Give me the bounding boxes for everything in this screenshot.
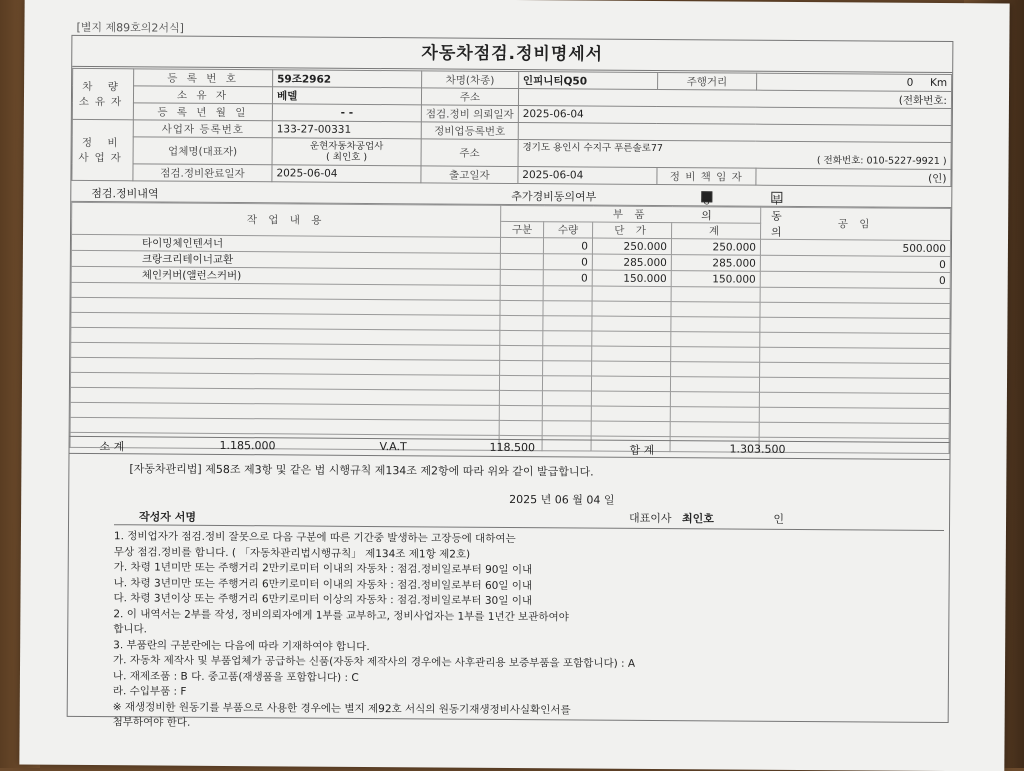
- empty-cell: [542, 391, 591, 406]
- col-work: 작 업 내 용: [72, 202, 501, 237]
- law-statement: [자동차관리법] 제58조 제3항 및 같은 법 시행규칙 제134조 제2항에 따라 위와 같이 발급합니다.: [129, 462, 594, 479]
- total-label: 합 계: [629, 443, 655, 457]
- empty-cell: [542, 376, 591, 391]
- empty-cell: [671, 317, 760, 333]
- empty-cell: [543, 286, 592, 301]
- complete-date-label: 점검.정비완료일자: [133, 164, 272, 182]
- empty-cell: [759, 422, 949, 438]
- note-line: 2. 이 내역서는 2부를 작성, 정비의뢰자에게 1부를 교부하고, 정비사업자는 1부를 1년간 보관하여야: [113, 607, 569, 623]
- empty-cell: [499, 375, 542, 390]
- reg-no-label: 등 록 번 호: [134, 69, 273, 87]
- row-qty: 0: [543, 238, 592, 254]
- empty-cell: [759, 377, 949, 393]
- details-label: 점검.정비내역: [91, 187, 159, 201]
- out-date-value: 2025-06-04: [518, 167, 657, 185]
- empty-cell: [671, 302, 760, 318]
- vat-value: 118.500: [489, 440, 536, 455]
- note-line: 1. 정비업자가 점검.정비 잘못으로 다음 구분에 따른 기간중 발생하는 고장등에 대하여는: [113, 530, 516, 546]
- issue-date: 2025 년 06 월 04 일: [509, 492, 615, 507]
- note-line: 나. 차령 3년미만 또는 주행거리 6만키로미터 이내의 자동차 : 점검.정비일로부터 60일 이내: [113, 576, 533, 592]
- form-frame: [67, 35, 954, 729]
- model-label: 차명(차종): [422, 71, 519, 89]
- col-labor: 공 임: [761, 207, 951, 240]
- empty-cell: [759, 407, 949, 423]
- empty-cell: [592, 346, 671, 362]
- biz-no-value: 133-27-00331: [272, 121, 421, 139]
- empty-cell: [671, 332, 760, 348]
- request-date-value: 2025-06-04: [518, 106, 951, 126]
- empty-cell: [760, 332, 950, 348]
- representative: [629, 510, 784, 527]
- owner-address-label: 주소: [421, 88, 518, 106]
- shop-name-label: 업체명(대표자): [133, 137, 272, 165]
- empty-cell: [760, 287, 950, 303]
- empty-cell: [591, 391, 670, 407]
- shop-group-label: 정 비 사업자: [72, 119, 133, 180]
- empty-cell: [499, 420, 542, 435]
- notes: [113, 524, 944, 736]
- col-type: 구분: [501, 221, 544, 237]
- empty-cell: [671, 362, 760, 378]
- owner-group-label: 차 량 소유자: [72, 68, 133, 119]
- empty-cell: [760, 362, 950, 378]
- agree-label: 동의: [701, 193, 712, 223]
- mileage-cell: [756, 73, 951, 91]
- empty-cell: [760, 317, 950, 333]
- empty-cell: [670, 407, 759, 423]
- row-labor: 500.000: [760, 239, 950, 256]
- shop-name-cell: [272, 138, 421, 166]
- row-sum: 285.000: [671, 255, 760, 272]
- note-line: 나. 재제조품 : B 다. 중고품(재생품을 포함합니다) : C: [112, 669, 359, 684]
- row-price: 250.000: [592, 238, 671, 255]
- col-sum: 계: [672, 223, 761, 240]
- row-price: 150.000: [592, 270, 671, 287]
- empty-cell: [500, 285, 543, 300]
- rep-name: 최인호: [682, 512, 715, 526]
- row-sum: 250.000: [671, 239, 760, 256]
- note-line: 무상 점검.정비를 합니다. ( 「자동차관리법시행규칙」 제134조 제1항 제2호): [113, 545, 471, 561]
- mileage-unit: Km: [929, 76, 948, 90]
- empty-cell: [671, 287, 760, 303]
- document-title: 자동차점검.정비명세서: [72, 36, 952, 73]
- mechanic-label: 정 비 책 임 자: [657, 167, 756, 185]
- empty-cell: [499, 390, 542, 405]
- shop-rep: ( 최인호 ): [326, 151, 368, 163]
- empty-cell: [760, 302, 950, 318]
- subtotal-label: 소 계: [99, 440, 125, 454]
- owner-value: 베델: [272, 87, 421, 105]
- row-type: [500, 269, 543, 285]
- empty-cell: [592, 316, 671, 332]
- rep-seal: 인: [773, 512, 785, 526]
- mileage-label: 주행거리: [657, 72, 756, 90]
- note-line: 첨부하여야 한다.: [112, 716, 191, 729]
- note-line: 합니다.: [113, 623, 148, 636]
- empty-cell: [499, 405, 542, 420]
- shop-address-cell: [518, 140, 951, 170]
- row-price: 285.000: [592, 254, 671, 271]
- disagree-label: 부동의: [771, 193, 782, 239]
- shop-address-label: 주소: [421, 139, 518, 167]
- consent-label: 추가경비동의여부: [511, 189, 597, 204]
- empty-cell: [542, 406, 591, 421]
- biz-no-label: 사업자 등록번호: [133, 120, 272, 138]
- col-price: 단 가: [593, 222, 672, 239]
- empty-cell: [543, 361, 592, 376]
- empty-cell: [671, 347, 760, 363]
- subtotal-value: 1.185.000: [219, 438, 276, 453]
- row-type: [500, 253, 543, 269]
- empty-cell: [500, 300, 543, 315]
- empty-cell: [543, 331, 592, 346]
- empty-cell: [591, 376, 670, 392]
- empty-cell: [543, 316, 592, 331]
- shop-reg-label: 정비업등록번호: [421, 122, 518, 140]
- row-item: 체인커버(앨런스커버): [71, 266, 500, 285]
- empty-cell: [670, 377, 759, 393]
- empty-cell: [543, 301, 592, 316]
- empty-cell: [542, 421, 591, 436]
- row-item: 크랑크리테이너교환: [71, 250, 500, 269]
- empty-cell: [670, 392, 759, 408]
- empty-cell: [592, 301, 671, 317]
- reg-date-label: 등 록 년 월 일: [133, 103, 272, 121]
- empty-cell: [592, 331, 671, 347]
- empty-cell: [759, 392, 949, 408]
- row-labor: 0: [760, 255, 950, 272]
- empty-cell: [543, 346, 592, 361]
- reg-no-value: 59조2962: [273, 70, 422, 88]
- form-number: [별지 제89호의2서식]: [76, 20, 184, 35]
- empty-cell: [670, 422, 759, 438]
- row-sum: 150.000: [671, 271, 760, 288]
- rep-label: 대표이사: [629, 511, 672, 526]
- col-parts: 부 품: [501, 205, 761, 223]
- row-type: [500, 237, 543, 253]
- row-qty: 0: [543, 254, 592, 270]
- reg-date-value: - -: [272, 104, 421, 122]
- shop-address: 경기도 용인시 수지구 푸른솔로77: [522, 142, 663, 155]
- note-line: ※ 재생정비한 원동기를 부품으로 사용한 경우에는 별지 제92호 서식의 원동기재생정비사실확인서를: [112, 700, 571, 716]
- note-line: 3. 부품란의 구분란에는 다음에 따라 기재하여야 합니다.: [113, 638, 370, 653]
- out-date-label: 출고일자: [421, 166, 518, 184]
- shop-name: 운현자동차공업사: [309, 140, 384, 153]
- row-item: 타이밍체인텐셔너: [71, 234, 500, 253]
- note-line: 다. 차령 3년이상 또는 주행거리 6만키로미터 이상의 자동차 : 점검.정비일로부터 30일 이내: [113, 592, 533, 608]
- empty-cell: [592, 286, 671, 302]
- mechanic-seal: (인): [756, 168, 951, 186]
- work-table: [70, 202, 952, 454]
- row-qty: 0: [543, 270, 592, 286]
- total-value: 1.303.500: [729, 442, 786, 456]
- header-table: [71, 68, 952, 187]
- empty-cell: [500, 345, 543, 360]
- empty-cell: [500, 330, 543, 345]
- model-value: 인피니티Q50: [518, 72, 657, 90]
- empty-cell: [592, 361, 671, 377]
- empty-cell: [500, 360, 543, 375]
- owner-phone: (전화번호:: [518, 89, 951, 109]
- empty-rows: [70, 282, 950, 453]
- note-line: 가. 차령 1년미만 또는 주행거리 2만키로미터 이내의 자동차 : 점검.정비일로부터 90일 이내: [113, 561, 533, 577]
- shop-phone: ( 전화번호: 010-5227-9921 ): [816, 155, 947, 168]
- mileage-value: 0: [906, 76, 914, 89]
- note-line: 라. 수입부품 : F: [112, 685, 187, 698]
- owner-label: 소 유 자: [133, 86, 272, 104]
- empty-cell: [500, 315, 543, 330]
- col-qty: 수량: [544, 222, 593, 238]
- writer-label: 작성자 서명: [139, 510, 197, 524]
- document-page: [19, 0, 1009, 771]
- request-date-label: 점검.정비 의뢰일자: [421, 105, 518, 123]
- note-line: 가. 자동차 제작사 및 부품업체가 공급하는 신품(자동차 제작사의 경우에는 사후관리용 보증부품을 포함합니다) : A: [113, 654, 636, 670]
- complete-date-value: 2025-06-04: [272, 165, 421, 183]
- vat-label: V.A.T: [379, 440, 407, 454]
- empty-cell: [591, 406, 670, 422]
- empty-cell: [591, 421, 670, 437]
- row-labor: 0: [760, 271, 950, 288]
- empty-cell: [760, 347, 950, 363]
